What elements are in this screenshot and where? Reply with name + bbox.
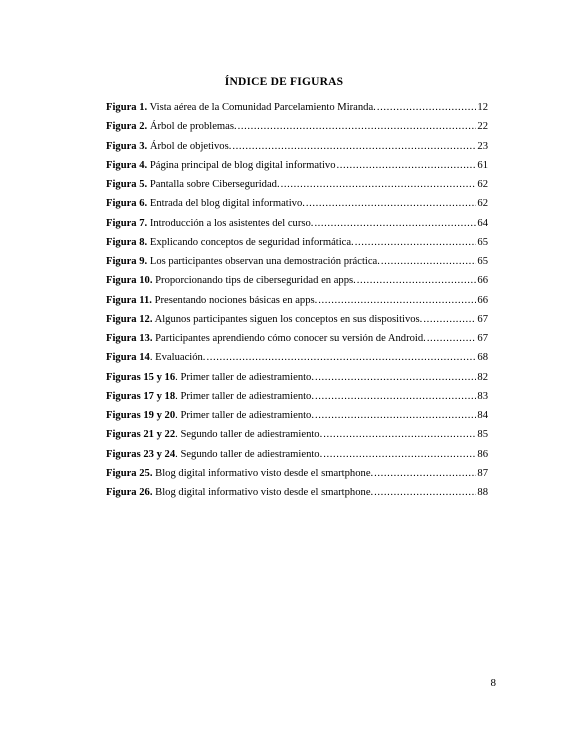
dot-leader — [323, 429, 476, 440]
dot-leader — [357, 275, 477, 286]
figure-page: 66 — [477, 275, 488, 287]
figure-label: Figura 8. — [106, 236, 148, 248]
figure-entry[interactable] — [106, 102, 488, 121]
figure-entry-text — [106, 449, 322, 460]
figure-entry[interactable] — [106, 275, 488, 294]
figure-title: . Primer taller de adiestramiento. — [175, 390, 315, 402]
dot-leader — [337, 160, 477, 171]
figure-entry[interactable] — [106, 121, 488, 140]
figure-label: Figura 5. — [106, 179, 148, 190]
figure-entry-text — [106, 256, 380, 267]
dot-leader — [377, 102, 477, 113]
figure-title: . Segundo taller de adiestramiento. — [175, 448, 323, 460]
figure-title: . Primer taller de adiestramiento. — [175, 410, 315, 421]
dot-leader — [315, 372, 476, 383]
figure-title: Participantes aprendiendo cómo conocer su versión de Android. — [152, 333, 426, 344]
figure-label: Figura 9. — [106, 256, 148, 267]
dot-leader — [206, 352, 476, 363]
figure-entry[interactable] — [106, 352, 488, 371]
figure-title: Los participantes observan una demostración práctica. — [147, 256, 380, 267]
figure-entry[interactable] — [106, 449, 488, 468]
figure-entry[interactable] — [106, 141, 488, 160]
figure-label: Figura 13. — [106, 333, 153, 344]
dot-leader — [281, 179, 477, 190]
figure-entry[interactable] — [106, 295, 488, 314]
figure-title: Entrada del blog digital informativo. — [147, 198, 305, 210]
figure-page: 83 — [477, 390, 488, 402]
figure-label: Figura 12. — [106, 313, 153, 325]
figure-label: Figura 11. — [106, 294, 152, 306]
figure-entry[interactable] — [106, 179, 488, 198]
dot-leader — [423, 314, 476, 325]
figure-title: Algunos participantes siguen los conceptos en sus dispositivos. — [152, 313, 423, 325]
figure-label: Figuras 21 y 22 — [106, 429, 176, 441]
figure-page: 65 — [477, 256, 488, 267]
figure-title: . Evaluación. — [149, 352, 206, 364]
figure-entry[interactable] — [106, 237, 488, 256]
figure-title: Pantalla sobre Ciberseguridad. — [147, 179, 280, 190]
figure-page: 64 — [477, 217, 488, 229]
figure-entry-text — [106, 121, 237, 132]
figure-page: 85 — [477, 429, 488, 441]
figure-entry-text — [106, 218, 313, 229]
figure-label: Figura 25. — [106, 467, 153, 479]
figure-label: Figura 10. — [106, 275, 153, 287]
figure-entry-text — [106, 333, 426, 344]
figure-title: Árbol de objetivos. — [147, 140, 232, 152]
dot-leader — [306, 198, 477, 209]
figure-entry-text — [106, 372, 314, 383]
index-heading: ÍNDICE DE FIGURAS — [224, 76, 344, 88]
figure-page: 67 — [477, 333, 488, 344]
figure-page: 88 — [477, 487, 488, 498]
figure-entry[interactable] — [106, 314, 488, 333]
figure-page: 87 — [477, 467, 488, 479]
figure-entry-text — [106, 352, 205, 363]
figure-entry[interactable] — [106, 372, 488, 391]
figure-page: 62 — [477, 198, 488, 210]
figure-page: 62 — [477, 179, 488, 190]
figure-title: Presentando nociones básicas en apps. — [151, 294, 318, 306]
figure-entry[interactable] — [106, 429, 488, 448]
figure-entry-text — [106, 314, 422, 325]
figure-page: 22 — [477, 121, 488, 133]
figure-entry[interactable] — [106, 487, 488, 506]
figure-entry-text — [106, 468, 373, 479]
page-number: 8 — [490, 677, 496, 689]
figure-page: 68 — [477, 352, 488, 364]
figure-label: Figuras 17 y 18 — [106, 390, 176, 402]
figure-label: Figura 4. — [106, 159, 148, 171]
figure-page: 82 — [477, 371, 488, 383]
figure-title: Blog digital informativo visto desde el smartphone. — [152, 487, 374, 498]
dot-leader — [315, 391, 476, 402]
dot-leader — [355, 237, 477, 248]
figure-page: 23 — [477, 140, 488, 152]
figure-entry-text — [106, 141, 231, 152]
figure-label: Figura 7. — [106, 217, 148, 229]
dot-leader — [323, 449, 476, 460]
dot-leader — [318, 295, 476, 306]
figure-entry-text — [106, 429, 322, 440]
figure-page: 86 — [477, 448, 488, 460]
figure-entry-text — [106, 237, 354, 248]
figure-title: . Segundo taller de adiestramiento. — [175, 429, 323, 441]
figure-entry[interactable] — [106, 333, 488, 352]
figure-label: Figura 3. — [106, 140, 148, 152]
figure-entry-text — [106, 160, 336, 171]
figure-title: Página principal de blog digital informativo — [147, 159, 336, 171]
dot-leader — [238, 121, 477, 132]
figure-entry-text — [106, 198, 305, 209]
figure-page: 61 — [477, 159, 488, 171]
figure-title: Proporcionando tips de ciberseguridad en apps. — [152, 275, 356, 287]
figure-entry-text — [106, 391, 314, 402]
figure-label: Figura 2. — [106, 121, 148, 133]
figure-title: Introducción a los asistentes del curso. — [147, 217, 314, 229]
figure-title: Vista aérea de la Comunidad Parcelamiento Miranda. — [147, 102, 376, 113]
figure-page: 84 — [477, 410, 488, 421]
figure-entry[interactable] — [106, 198, 488, 217]
dot-leader — [374, 468, 476, 479]
figure-label: Figura 1. — [106, 102, 148, 113]
figure-index-list — [106, 102, 488, 506]
figure-title: Explicando conceptos de seguridad informática. — [147, 236, 354, 248]
dot-leader — [232, 141, 476, 152]
dot-leader — [314, 218, 476, 229]
figure-entry-text — [106, 487, 373, 498]
figure-page: 67 — [477, 313, 488, 325]
figure-label: Figuras 23 y 24 — [106, 448, 176, 460]
figure-entry[interactable] — [106, 391, 488, 410]
figure-label: Figuras 19 y 20 — [106, 410, 176, 421]
figure-entry-text — [106, 295, 317, 306]
figure-label: Figura 14 — [106, 352, 150, 364]
figure-title: Blog digital informativo visto desde el smartphone. — [152, 467, 374, 479]
figure-entry[interactable] — [106, 218, 488, 237]
figure-page: 66 — [477, 294, 488, 306]
figure-entry-text — [106, 410, 314, 421]
dot-leader — [374, 487, 476, 498]
dot-leader — [427, 333, 477, 344]
figure-title: Árbol de problemas. — [147, 121, 237, 133]
figure-label: Figura 6. — [106, 198, 148, 210]
figure-page: 12 — [477, 102, 488, 113]
figure-label: Figura 26. — [106, 487, 153, 498]
figure-entry-text — [106, 179, 280, 190]
figure-entry[interactable] — [106, 160, 488, 179]
figure-entry[interactable] — [106, 256, 488, 275]
figure-page: 65 — [477, 236, 488, 248]
figure-entry-text — [106, 102, 376, 113]
dot-leader — [381, 256, 477, 267]
figure-title: . Primer taller de adiestramiento. — [175, 371, 315, 383]
figure-entry[interactable] — [106, 468, 488, 487]
figure-label: Figuras 15 y 16 — [106, 371, 176, 383]
figure-entry[interactable] — [106, 410, 488, 429]
figure-entry-text — [106, 275, 356, 286]
dot-leader — [315, 410, 476, 421]
